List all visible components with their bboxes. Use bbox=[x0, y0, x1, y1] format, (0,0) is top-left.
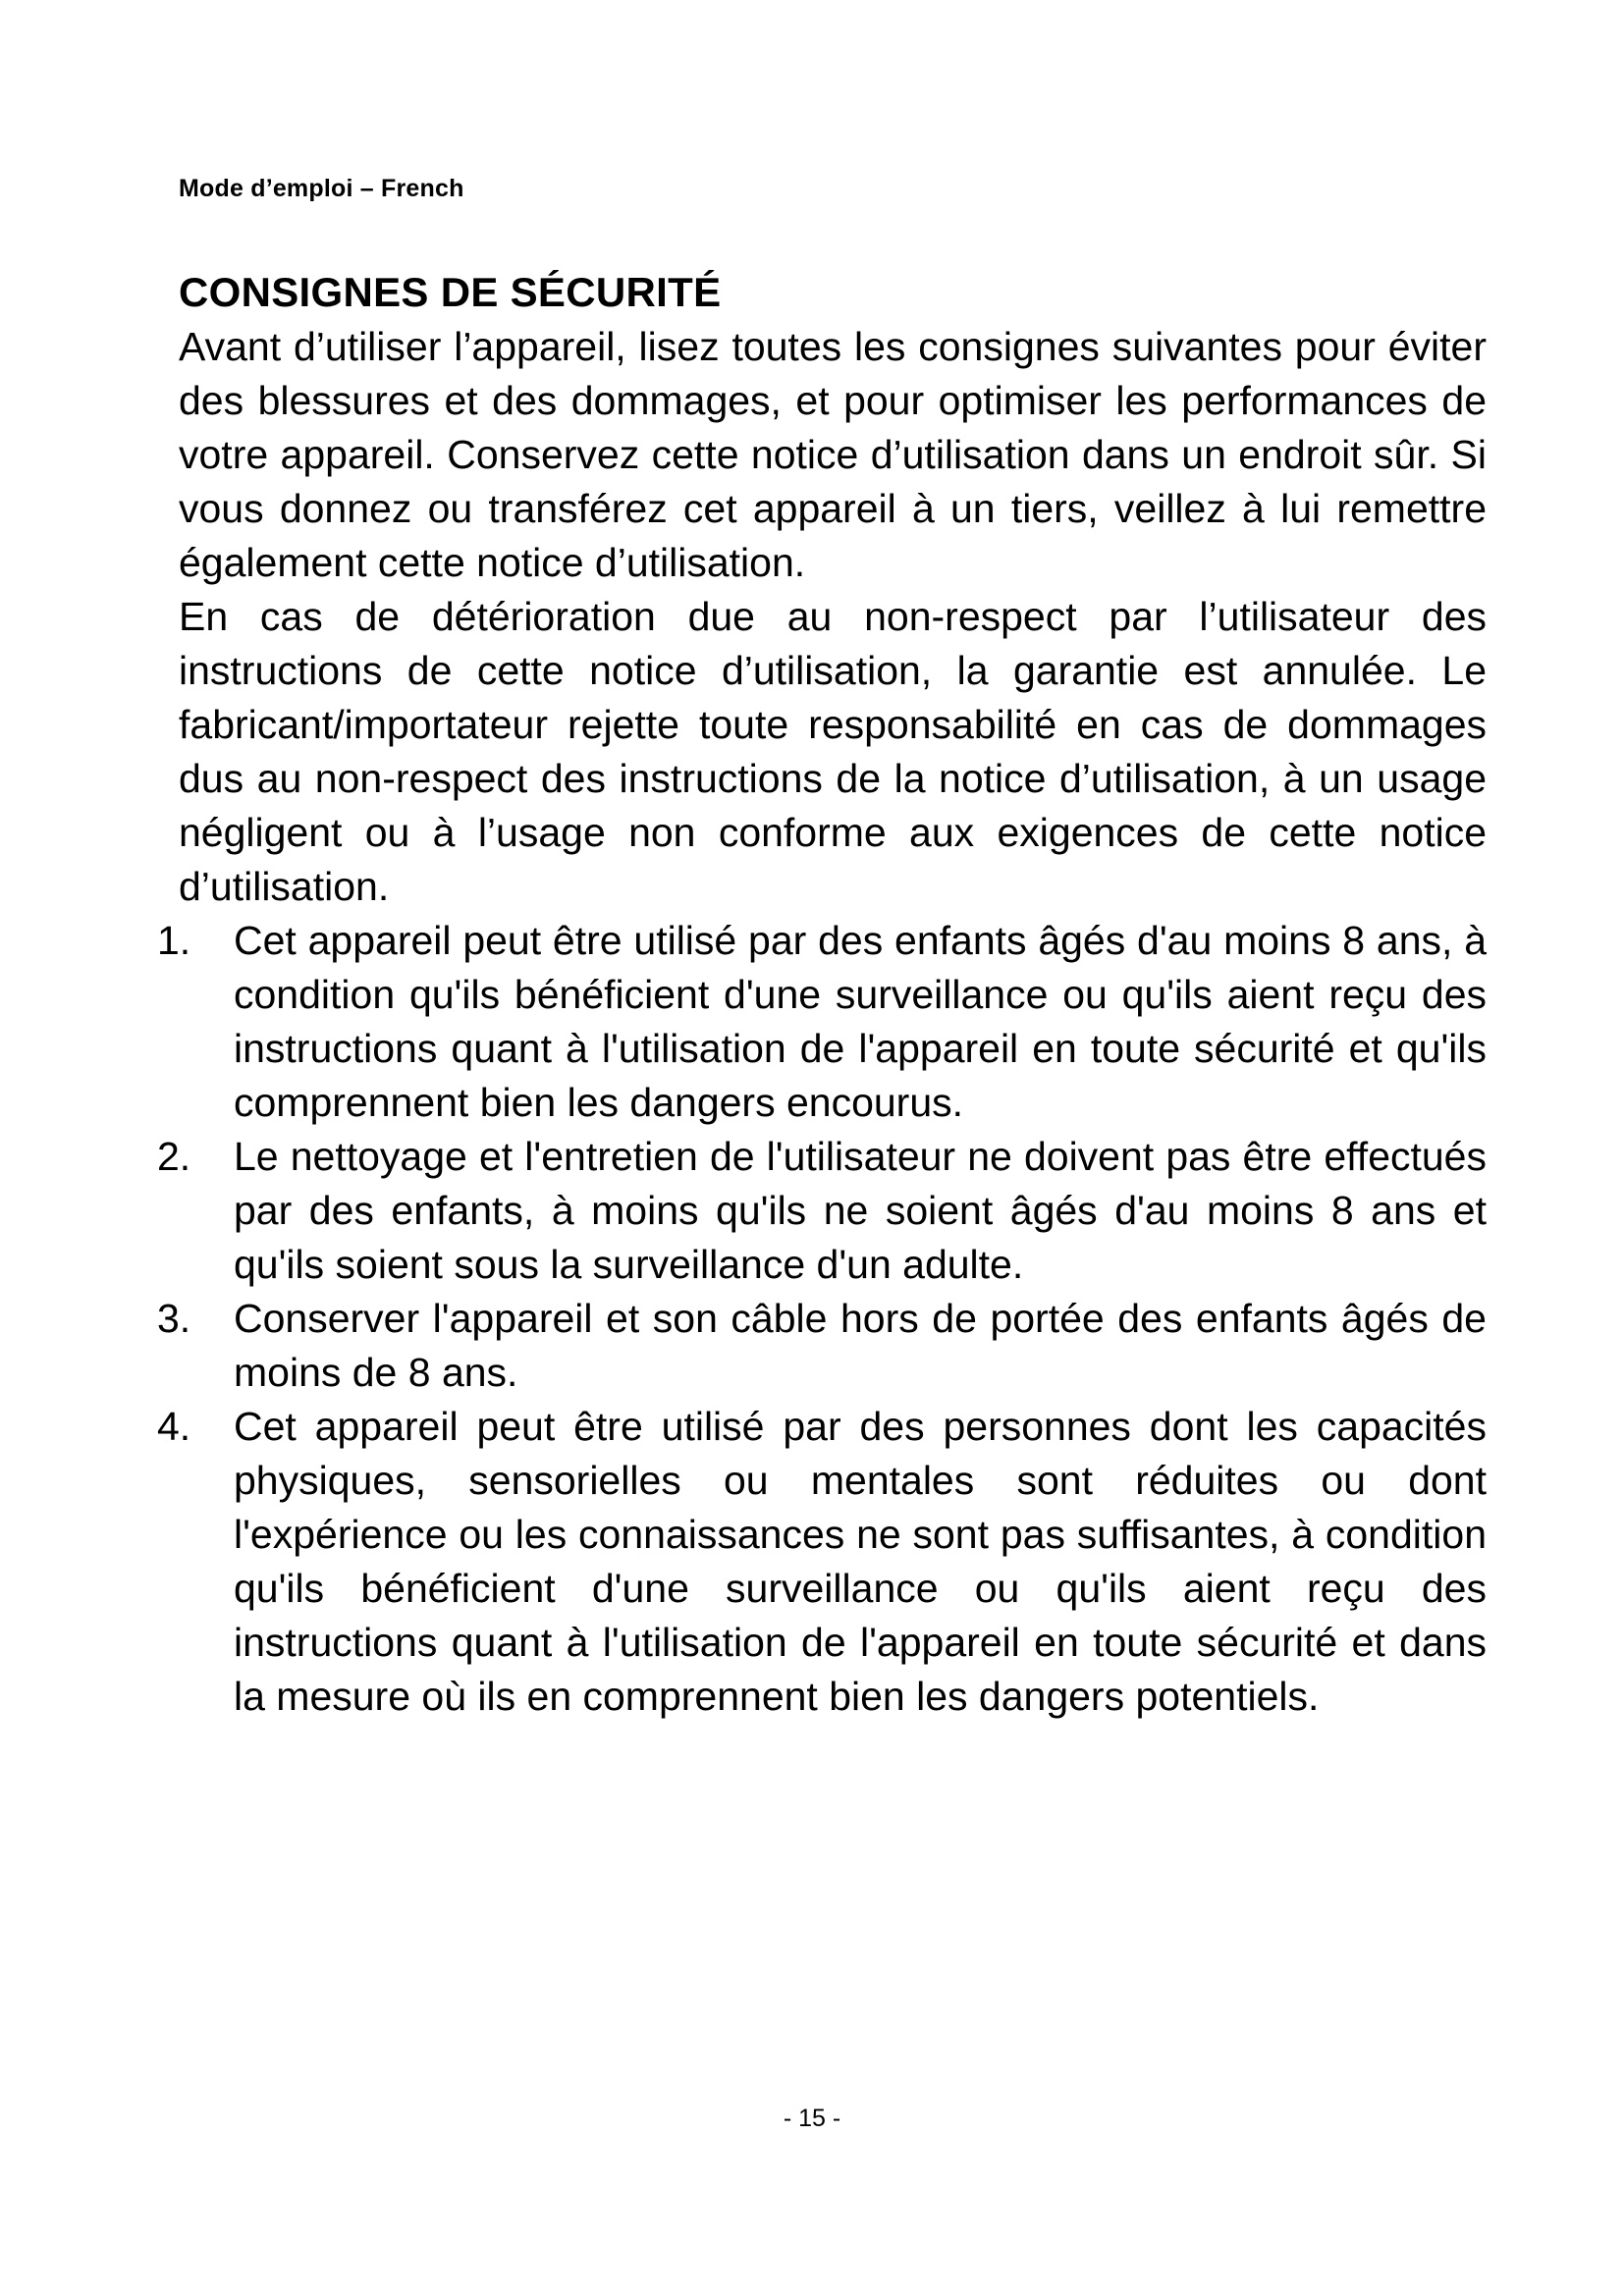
list-item-text: Cet appareil peut être utilisé par des personnes dont les capacités physiques, sensorielles ou mentales sont réduites ou dont l'expérience ou les connaissances ne sont pas suffisantes, à condition qu'ils bénéficient d'une surveillance ou qu'ils aient reçu des instructions quant à l'utilisation de l'appareil en toute sécurité et dans la mesure où ils en comprennent bien les dangers potentiels. bbox=[234, 1404, 1487, 1719]
list-item-text: Conserver l'appareil et son câble hors de portée des enfants âgés de moins de 8 ans. bbox=[234, 1296, 1487, 1395]
list-item-number: 3. bbox=[157, 1296, 191, 1341]
section-title: CONSIGNES DE SÉCURITÉ bbox=[179, 269, 722, 315]
list-item bbox=[157, 914, 1487, 1130]
warranty-paragraph: En cas de détérioration due au non-respect par l’utilisateur des instructions de cette notice d’utilisation, la garantie est annulée. Le fabricant/importateur rejette toute responsabilité en cas de dommages dus au non-respect des instructions de la notice d’utilisation, à un usage négligent ou à l’usage non conforme aux exigences de cette notice d’utilisation. bbox=[179, 594, 1487, 909]
list-item-text: Le nettoyage et l'entretien de l'utilisateur ne doivent pas être effectués par des enfants, à moins qu'ils ne soient âgés d'au moins 8 ans et qu'ils soient sous la surveillance d'un adulte. bbox=[234, 1134, 1487, 1287]
intro-paragraph: Avant d’utiliser l’appareil, lisez toutes les consignes suivantes pour éviter des blessures et des dommages, et pour optimiser les performances de votre appareil. Conservez cette notice d’utilisation dans un endroit sûr. Si vous donnez ou transférez cet appareil à un tiers, veillez à lui remettre également cette notice d’utilisation. bbox=[179, 324, 1487, 585]
list-item-number: 2. bbox=[157, 1134, 191, 1179]
list-item-number: 4. bbox=[157, 1404, 191, 1449]
page-number: - 15 - bbox=[783, 2105, 841, 2132]
list-item bbox=[157, 1130, 1487, 1292]
safety-instructions-list bbox=[157, 914, 1487, 1724]
document-header: Mode d’emploi – French bbox=[179, 175, 464, 202]
list-item-number: 1. bbox=[157, 918, 191, 963]
list-item bbox=[157, 1400, 1487, 1724]
safety-section bbox=[157, 265, 1487, 1724]
list-item bbox=[157, 1292, 1487, 1400]
list-item-text: Cet appareil peut être utilisé par des enfants âgés d'au moins 8 ans, à condition qu'ils bénéficient d'une surveillance ou qu'ils aient reçu des instructions quant à l'utilisation de l'appareil en toute sécurité et qu'ils comprennent bien les dangers encourus. bbox=[234, 918, 1487, 1125]
